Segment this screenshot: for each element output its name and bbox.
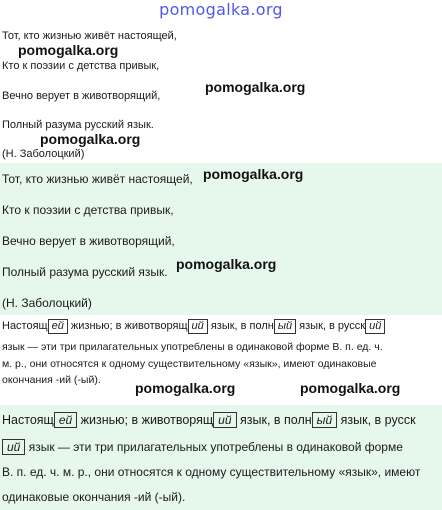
answer-text: язык, в полн — [236, 413, 312, 427]
answer-line — [2, 412, 416, 428]
poem-line: Вечно верует в животворящий, — [2, 90, 161, 102]
ending-box: ий — [365, 319, 385, 334]
answer-line: м. р., они относятся к одному существительному «язык», имеют одинаковые — [2, 358, 377, 370]
poem-author: (Н. Заболоцкий) — [2, 148, 85, 160]
answer-line: окончания -ий (-ый). — [2, 374, 101, 386]
answer-line: одинаковые окончания -ий (-ый). — [2, 490, 186, 504]
answer-text: язык, в русск — [296, 320, 366, 332]
answer-text: язык, в русск — [337, 413, 416, 427]
watermark: pomogalka.org — [205, 79, 306, 95]
watermark: pomogalka.org — [135, 380, 236, 396]
answer-text: жизнью; в животворящ — [67, 320, 188, 332]
ending-box: ий — [213, 412, 236, 428]
ending-box: ый — [312, 412, 338, 428]
poem-line: Полный разума русский язык. — [2, 119, 154, 131]
ending-box: ей — [54, 412, 77, 428]
answer-line — [2, 439, 403, 455]
answer-text: жизнью; в животворящ — [77, 413, 214, 427]
watermark: pomogalka.org — [40, 131, 141, 147]
answer-text: Настоящ — [2, 413, 54, 427]
poem-line: Полный разума русский язык. — [2, 265, 168, 279]
poem-line: Тот, кто жизнью живёт настоящей, — [2, 30, 177, 42]
ending-box: ый — [274, 319, 296, 334]
answer-line: язык — эти три прилагательных употреблены в одинаковой форме В. п. ед. ч. — [2, 341, 383, 353]
ending-box: ий — [2, 439, 25, 455]
answer-line: В. п. ед. ч. м. р., они относятся к одному существительному «язык», имеют — [2, 465, 421, 479]
watermark: pomogalka.org — [300, 380, 401, 396]
watermark: pomogalka.org — [176, 256, 277, 272]
ending-box: ий — [188, 319, 208, 334]
answer-text: Настоящ — [2, 320, 48, 332]
watermark: pomogalka.org — [18, 42, 119, 58]
poem-line: Тот, кто жизнью живёт настоящей, — [2, 172, 193, 186]
watermark: pomogalka.org — [203, 166, 304, 182]
answer-text: язык — эти три прилагательных употреблены в одинаковой форме — [25, 440, 403, 454]
answer-text: язык, в полн — [207, 320, 274, 332]
answer-line — [2, 319, 385, 334]
poem-line: Кто к поэзии с детства привык, — [2, 203, 174, 217]
ending-box: ей — [48, 319, 68, 334]
poem-line: Кто к поэзии с детства привык, — [2, 60, 160, 72]
site-logo[interactable]: pomogalka.org — [159, 0, 283, 19]
poem-author: (Н. Заболоцкий) — [2, 296, 92, 310]
poem-line: Вечно верует в животворящий, — [2, 234, 175, 248]
